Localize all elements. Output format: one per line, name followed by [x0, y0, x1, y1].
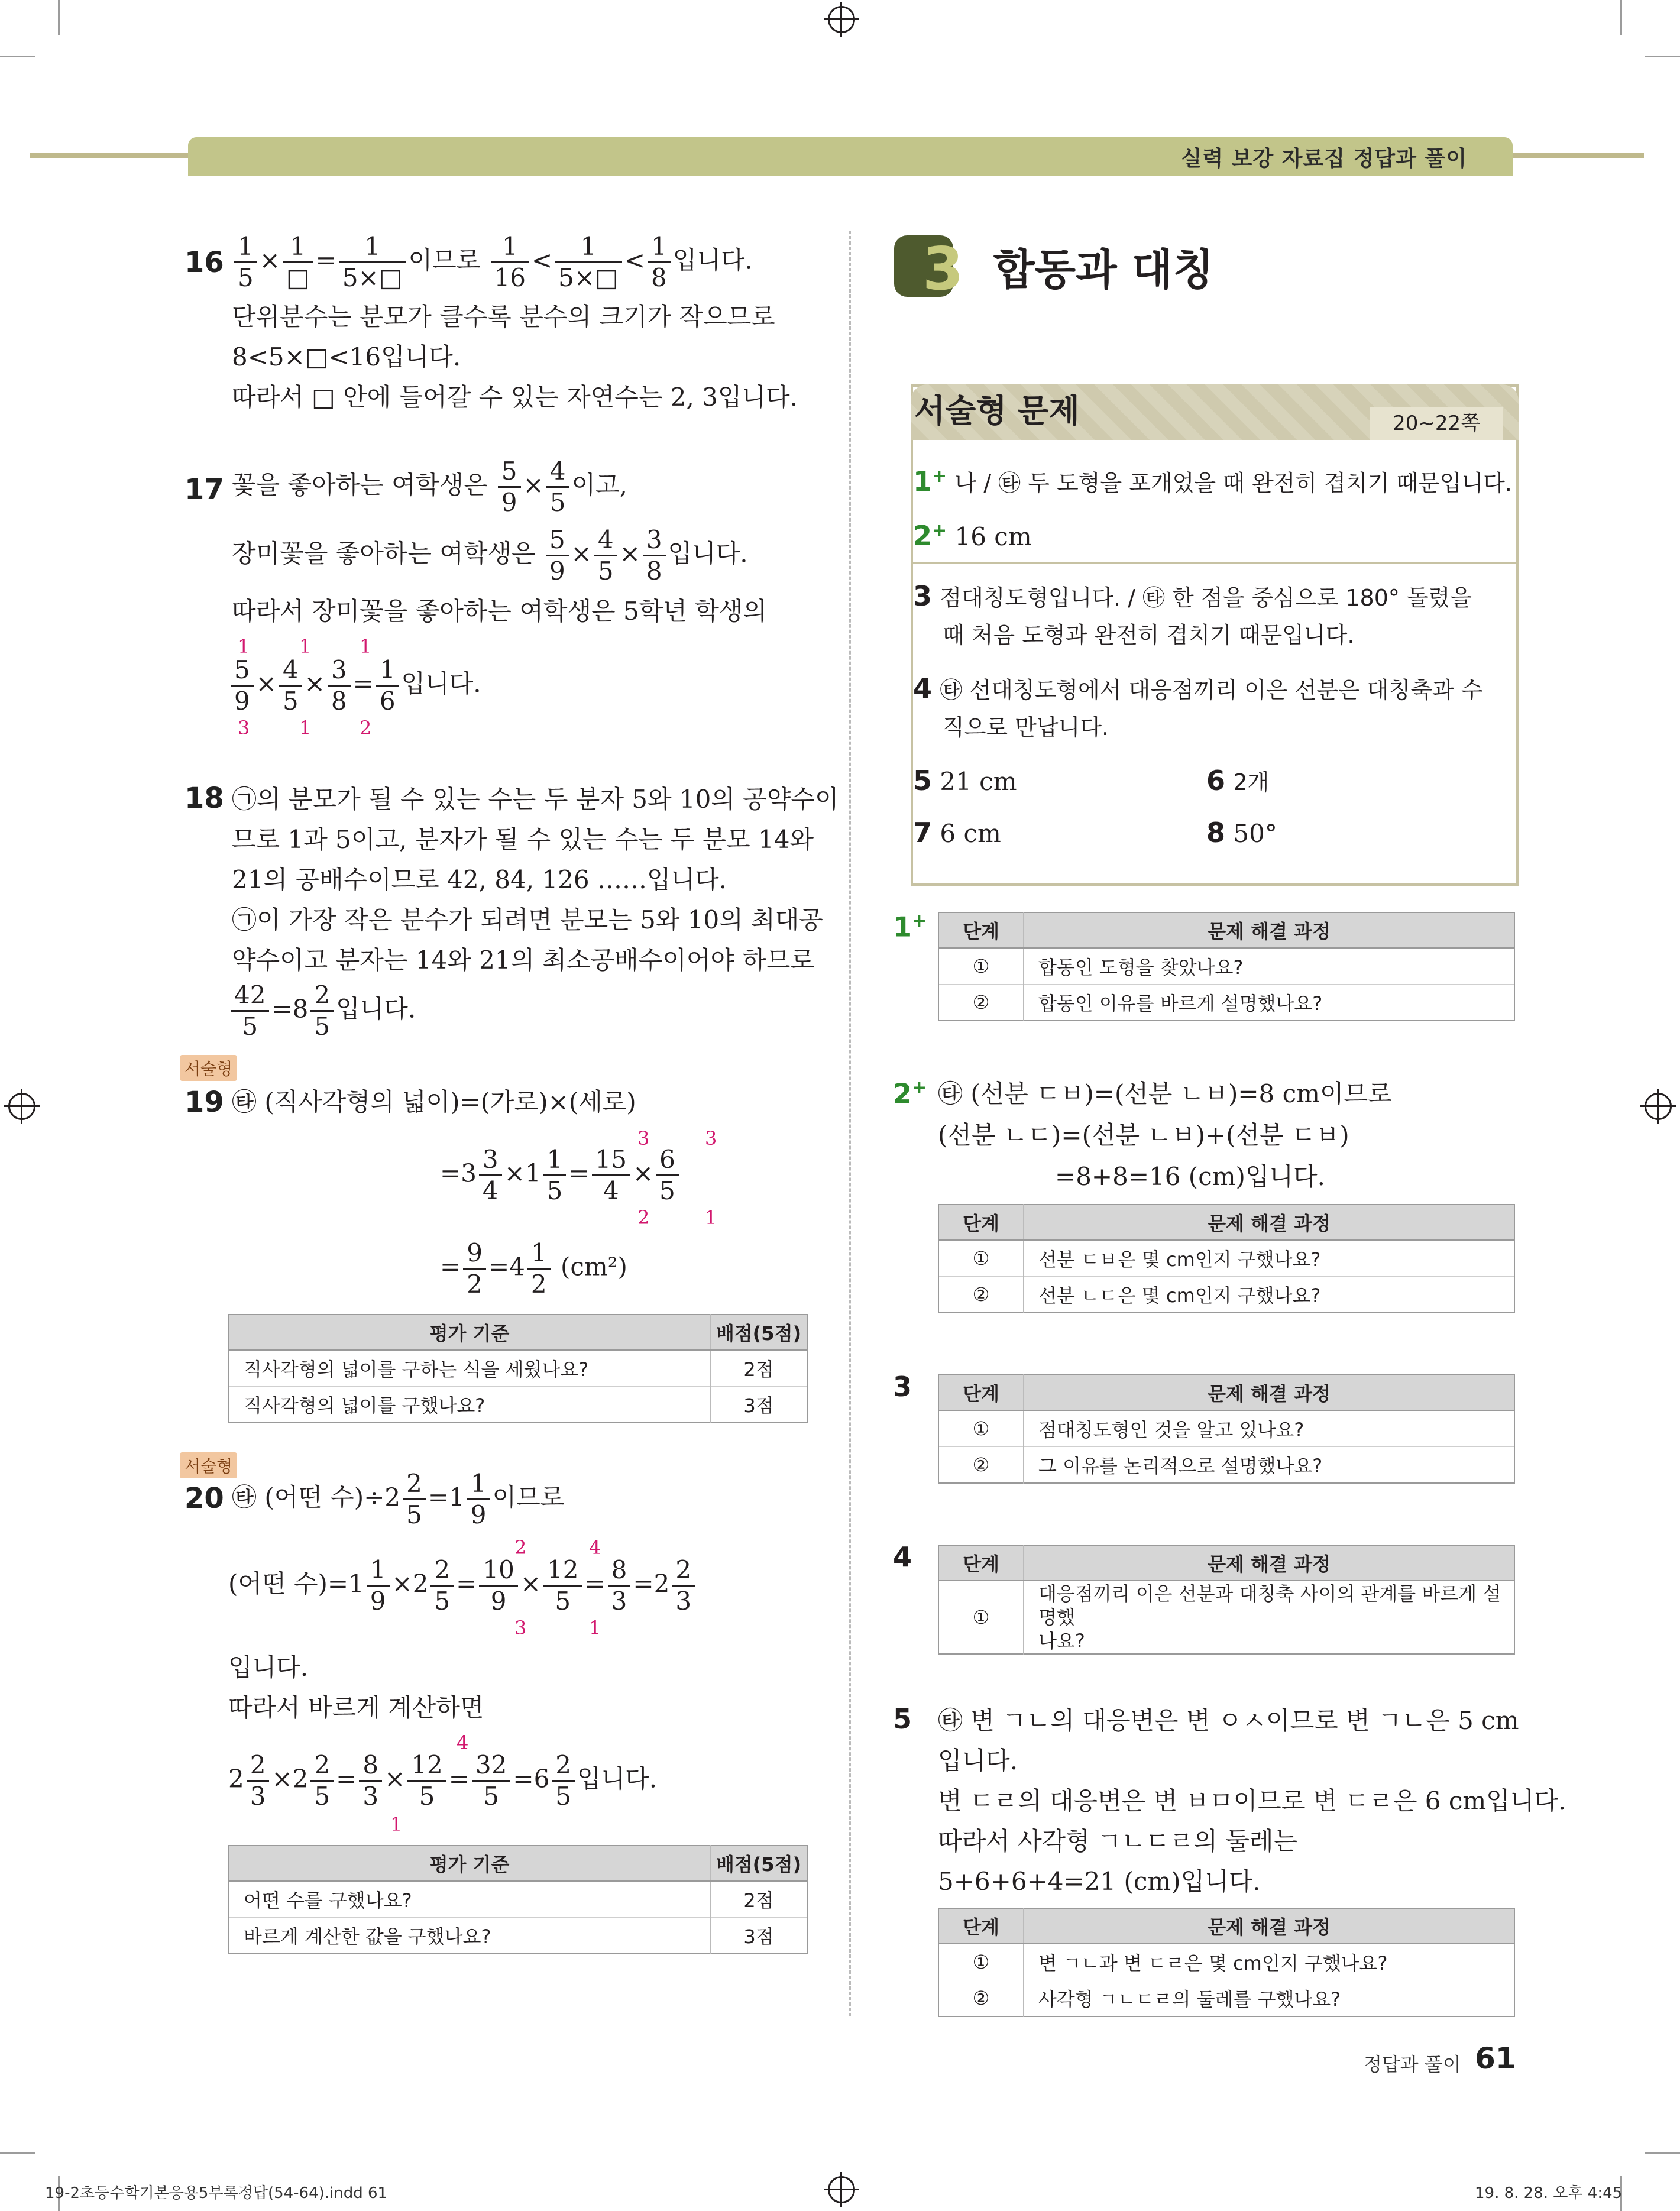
answer-3: 3 점대칭도형입니다. / ㉹ 한 점을 중심으로 180° 돌렸을 — [913, 580, 1472, 612]
table-row: ① 선분 ㄷㅂ은 몇 cm인지 구했나요? — [938, 1240, 1514, 1277]
registration-mark-icon — [828, 6, 855, 33]
solution-5-line2: 입니다. — [938, 1746, 1018, 1775]
table-header: 문제 해결 과정 — [1024, 912, 1514, 948]
table-row: ① 변 ㄱㄴ과 변 ㄷㄹ은 몇 cm인지 구했나요? — [938, 1944, 1514, 1980]
table-header: 단계 — [938, 1205, 1024, 1240]
table-header: 문제 해결 과정 — [1024, 1205, 1514, 1240]
page-number: 61 — [1475, 2041, 1516, 2076]
answer-8: 8 50° — [1206, 817, 1277, 849]
cancel-mark: 1 — [299, 635, 312, 658]
problem-number: 17 — [184, 473, 224, 506]
table-header: 단계 — [938, 1545, 1024, 1581]
solution-2-line3: =8+8=16 (cm)입니다. — [1055, 1162, 1325, 1191]
problem-19-line3: = $\frac{9}{2}$ =4 $\frac{1}{2}$ (cm²) — [440, 1238, 627, 1299]
solution-2-line1: ㉹ (선분 ㄷㅂ)=(선분 ㄴㅂ)=8 cm이므로 — [938, 1079, 1392, 1108]
problem-18-line3: 21의 공배수이므로 42, 84, 126 ……입니다. — [232, 865, 727, 894]
solution-4-table — [938, 1545, 1515, 1655]
problem-18-line6: $\frac{42}{5}$ =8 $\frac{2}{5}$ 입니다. — [228, 980, 416, 1041]
answer-4: 4 ㉹ 선대칭도형에서 대응점끼리 이은 선분은 대칭축과 수 — [913, 672, 1483, 704]
solution-number: 2+ — [893, 1077, 927, 1110]
table-header: 문제 해결 과정 — [1024, 1375, 1514, 1410]
page-range: 20~22쪽 — [1370, 407, 1503, 440]
table-row: ① 점대칭도형인 것을 알고 있나요? — [938, 1410, 1514, 1447]
cancel-mark: 1 — [589, 1617, 601, 1639]
cancel-mark: 2 — [637, 1206, 650, 1229]
cancel-mark: 3 — [238, 717, 250, 739]
problem-16-line2: 단위분수는 분모가 클수록 분수의 크기가 작으므로 — [232, 302, 775, 331]
cancel-mark: 2 — [514, 1536, 527, 1559]
problem-16-line1: $\frac{1}{5}$ × $\frac{1}{□}$ = $\frac{1}{5\times□}$ 이므로 $\frac{1}{16}$ < $\frac{1}{5\times□}$ < $\frac{1}{8}$ 입니다. — [232, 232, 753, 293]
table-row: 직사각형의 넓이를 구했나요? 3점 — [229, 1387, 807, 1423]
problem-18-line1: ㉠의 분모가 될 수 있는 수는 두 분자 5와 10의 공약수이 — [232, 785, 839, 814]
essay-badge: 서술형 — [180, 1055, 237, 1081]
chapter-title: 합동과 대칭 — [993, 245, 1214, 294]
solution-1-table — [938, 912, 1515, 1021]
answer-4-line2: 직으로 만납니다. — [943, 714, 1109, 740]
cancel-mark: 3 — [514, 1617, 527, 1639]
cancel-mark: 1 — [390, 1813, 403, 1836]
cancel-mark: 1 — [705, 1206, 717, 1229]
answer-6: 6 2개 — [1206, 765, 1270, 797]
table-row: 직사각형의 넓이를 구하는 식을 세웠나요? 2점 — [229, 1350, 807, 1387]
solution-2-line2: (선분 ㄴㄷ)=(선분 ㄴㅂ)+(선분 ㄷㅂ) — [938, 1121, 1349, 1150]
answer-5: 5 21 cm — [913, 765, 1017, 797]
solution-5-line4: 따라서 사각형 ㄱㄴㄷㄹ의 둘레는 — [938, 1827, 1298, 1856]
answer-box-title: 서술형 문제 — [914, 392, 1080, 429]
table-header: 배점(5점) — [710, 1315, 807, 1350]
cancel-mark: 4 — [589, 1536, 601, 1559]
solution-5-line1: ㉹ 변 ㄱㄴ의 대응변은 변 ㅇㅅ이므로 변 ㄱㄴ은 5 cm — [938, 1706, 1519, 1735]
table-row: ② 합동인 이유를 바르게 설명했나요? — [938, 985, 1514, 1021]
table-header: 평가 기준 — [229, 1315, 710, 1350]
grading-table — [228, 1314, 808, 1423]
problem-20-line1: ㉹ (어떤 수)÷2 $\frac{2}{5}$ =1 $\frac{1}{9}$ 이므로 — [232, 1469, 565, 1529]
registration-mark-icon — [1645, 1093, 1672, 1120]
problem-20-line5: 2 $\frac{2}{3}$ ×2 $\frac{2}{5}$ = $\frac{8}{3}$ × $\frac{12}{5}$ = $\frac{32}{5}$ =6 $\frac{2}{5}$ 입니다. — [228, 1750, 658, 1811]
solution-5-table — [938, 1908, 1515, 2017]
problem-number: 16 — [184, 246, 224, 279]
solution-5-line3: 변 ㄷㄹ의 대응변은 변 ㅂㅁ이므로 변 ㄷㄹ은 6 cm입니다. — [938, 1786, 1566, 1815]
answer-7: 7 6 cm — [913, 817, 1001, 849]
problem-17-line1: 꽃을 좋아하는 여학생은 $\frac{5}{9}$ × $\frac{4}{5}$ 이고, — [232, 457, 627, 517]
answer-2: 2+ 16 cm — [913, 520, 1032, 552]
problem-number: 19 — [184, 1086, 224, 1119]
table-row: ① 합동인 도형을 찾았나요? — [938, 948, 1514, 985]
essay-badge: 서술형 — [180, 1452, 237, 1478]
problem-19-line1: ㉹ (직사각형의 넓이)=(가로)×(세로) — [232, 1087, 636, 1116]
table-header: 평가 기준 — [229, 1846, 710, 1881]
cancel-mark: 3 — [637, 1127, 650, 1150]
table-header: 단계 — [938, 912, 1024, 948]
table-row: ② 선분 ㄴㄷ은 몇 cm인지 구했나요? — [938, 1277, 1514, 1313]
box-divider — [913, 562, 1516, 564]
column-divider — [849, 231, 851, 2016]
table-row: 어떤 수를 구했나요? 2점 — [229, 1881, 807, 1918]
print-date: 19. 8. 28. 오후 4:45 — [1475, 2184, 1623, 2202]
solution-number: 3 — [893, 1371, 912, 1403]
answer-3-line2: 때 처음 도형과 완전히 겹치기 때문입니다. — [943, 622, 1355, 648]
problem-18-line4: ㉠이 가장 작은 분수가 되려면 분모는 5와 10의 최대공 — [232, 905, 823, 934]
problem-20-line3: 입니다. — [228, 1653, 309, 1682]
table-header: 문제 해결 과정 — [1024, 1908, 1514, 1944]
table-header: 단계 — [938, 1908, 1024, 1944]
cancel-mark: 4 — [457, 1731, 469, 1754]
header-title: 실력 보강 자료집 정답과 풀이 — [1181, 147, 1467, 171]
solution-2-table — [938, 1204, 1515, 1313]
problem-number: 20 — [184, 1482, 224, 1515]
problem-17-line2: 장미꽃을 좋아하는 여학생은 $\frac{5}{9}$ × $\frac{4}{5}$ × $\frac{3}{8}$ 입니다. — [232, 525, 748, 585]
cancel-mark: 3 — [705, 1127, 717, 1150]
answer-1: 1+ 나 / ㉹ 두 도형을 포개었을 때 완전히 겹치기 때문입니다. — [913, 465, 1512, 497]
table-row: ② 사각형 ㄱㄴㄷㄹ의 둘레를 구했나요? — [938, 1980, 1514, 2017]
problem-18-line5: 약수이고 분자는 14와 21의 최소공배수이어야 하므로 — [232, 946, 815, 975]
solution-number: 5 — [893, 1703, 912, 1735]
table-header: 문제 해결 과정 — [1024, 1545, 1514, 1581]
cancel-mark: 1 — [299, 717, 312, 739]
cancel-mark: 1 — [360, 635, 372, 658]
registration-mark-icon — [828, 2176, 855, 2203]
cancel-mark: 2 — [360, 717, 372, 739]
solution-3-table — [938, 1374, 1515, 1484]
table-header: 배점(5점) — [710, 1846, 807, 1881]
problem-20-line4: 따라서 바르게 계산하면 — [228, 1693, 484, 1722]
solution-5-line5: 5+6+6+4=21 (cm)입니다. — [938, 1867, 1261, 1896]
problem-number: 18 — [184, 782, 224, 815]
registration-mark-icon — [8, 1093, 35, 1120]
problem-16-line3: 8<5×□<16입니다. — [232, 342, 461, 371]
problem-20-line2: (어떤 수)=1 $\frac{1}{9}$ ×2 $\frac{2}{5}$ = $\frac{10}{9}$ × $\frac{12}{5}$ = $\frac{8}{3}$ =2 $\frac{2}{3}$ — [228, 1555, 697, 1616]
page-label: 정답과 풀이 — [1364, 2053, 1461, 2076]
table-row: 바르게 계산한 값을 구했나요? 3점 — [229, 1918, 807, 1954]
file-info: 19-2초등수학기본응용5부록정답(54-64).indd 61 — [45, 2184, 388, 2202]
problem-17-line4: $\frac{5}{9}$ × $\frac{4}{5}$ × $\frac{3}{8}$ = $\frac{1}{6}$ 입니다. — [228, 655, 481, 716]
table-row: ② 그 이유를 논리적으로 설명했나요? — [938, 1447, 1514, 1484]
chapter-number: 3 — [922, 234, 964, 303]
cancel-mark: 1 — [238, 635, 250, 658]
problem-16-line4: 따라서 □ 안에 들어갈 수 있는 자연수는 2, 3입니다. — [232, 383, 798, 412]
problem-19-line2: =3 $\frac{3}{4}$ ×1 $\frac{1}{5}$ = $\frac{15}{4}$ × $\frac{6}{5}$ — [440, 1145, 681, 1206]
grading-table — [228, 1845, 808, 1954]
solution-number: 1+ — [893, 911, 927, 943]
table-header: 단계 — [938, 1375, 1024, 1410]
problem-18-line2: 므로 1과 5이고, 분자가 될 수 있는 수는 두 분모 14와 — [232, 825, 814, 854]
table-row: ① 대응점끼리 이은 선분과 대칭축 사이의 관계를 바르게 설명했 나요? — [938, 1581, 1514, 1654]
problem-17-line3: 따라서 장미꽃을 좋아하는 여학생은 5학년 학생의 — [232, 597, 767, 626]
solution-number: 4 — [893, 1541, 912, 1573]
